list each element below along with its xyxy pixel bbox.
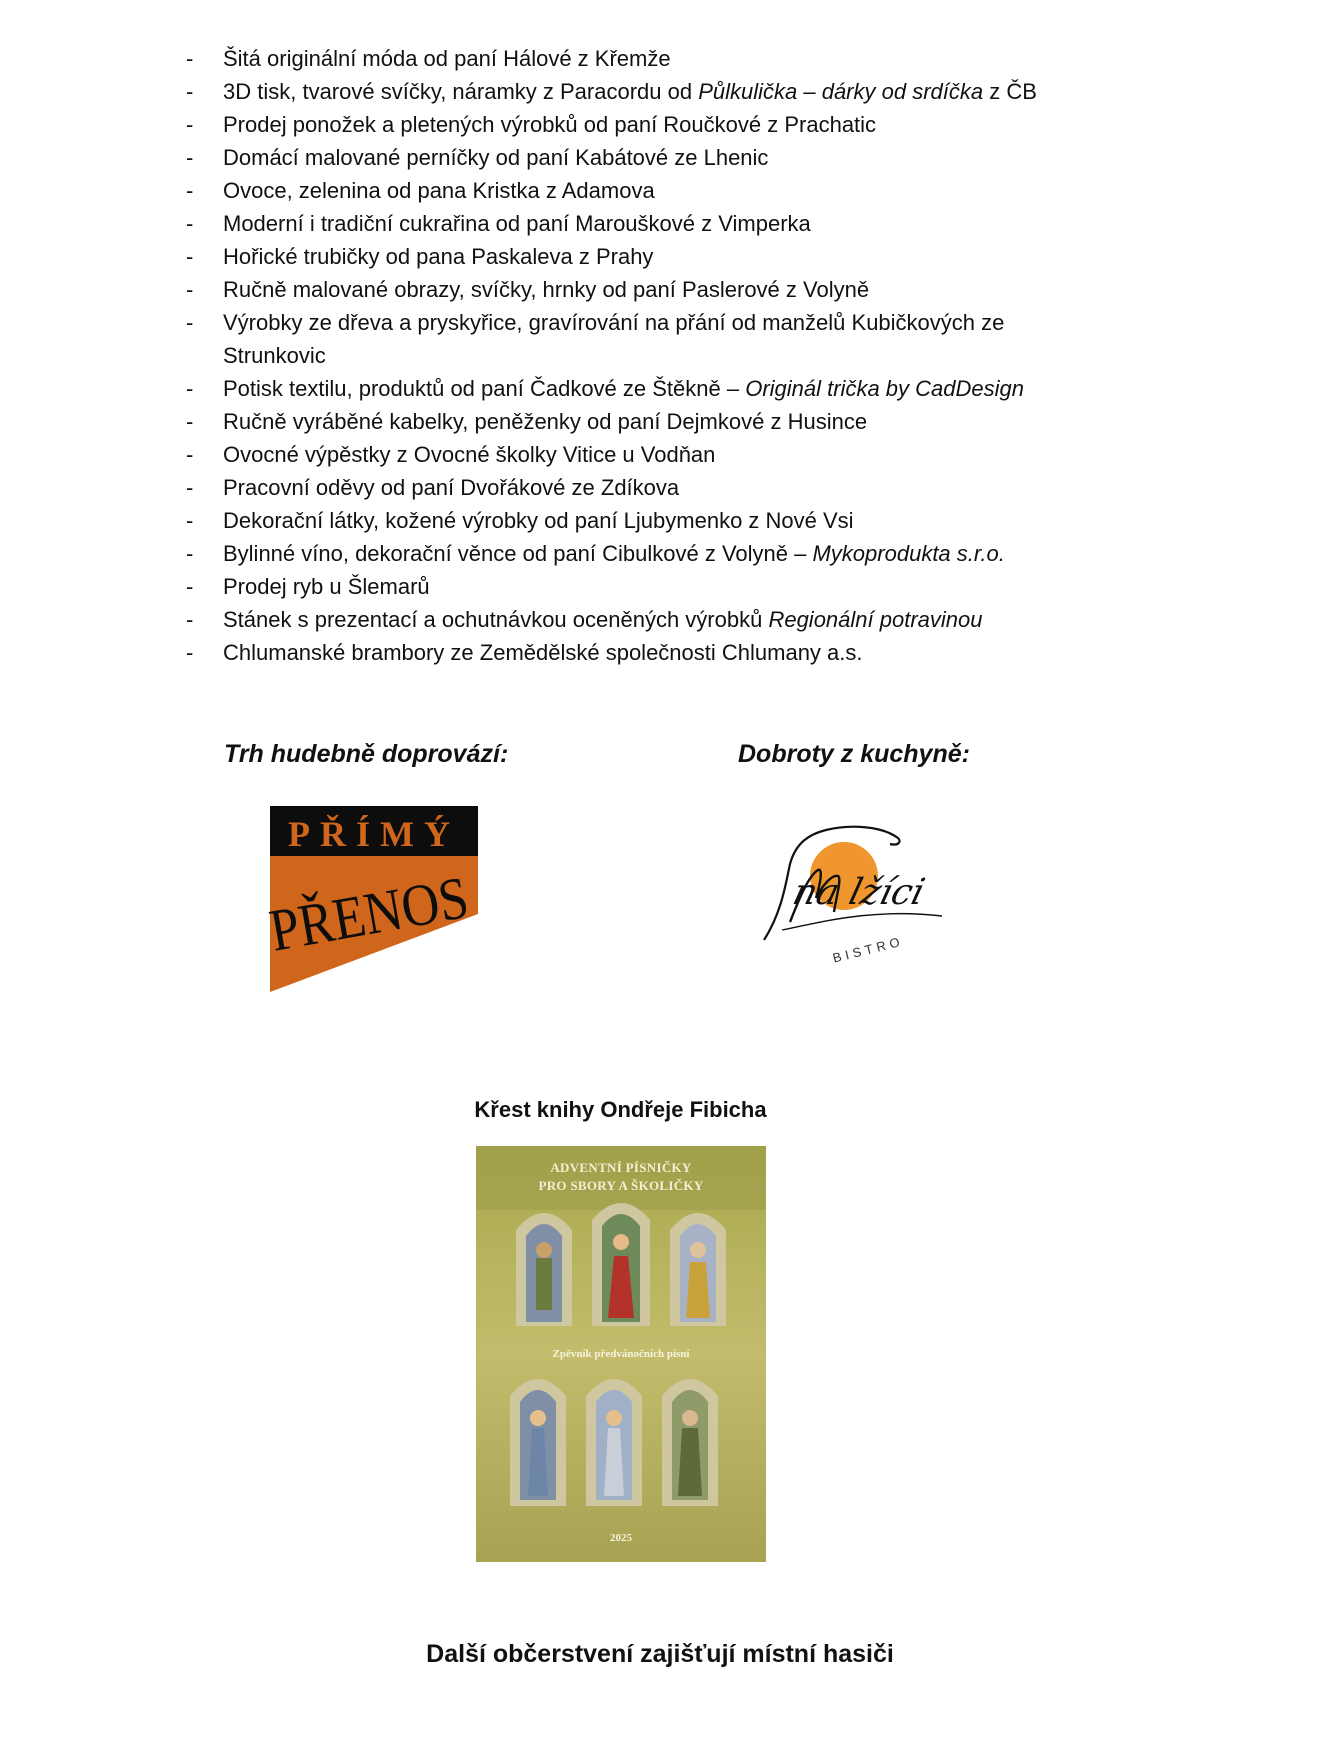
vendor-list-item — [180, 42, 1080, 75]
vendor-text: Dekorační látky, kožené výrobky od paní Ljubymenko z Nové Vsi — [223, 508, 854, 533]
vendor-text: Stánek s prezentací a ochutnávkou oceněných výrobků — [223, 607, 769, 632]
vendor-list-item — [180, 372, 1080, 405]
logo-primy-line1: PŘÍMÝ — [288, 814, 460, 854]
cover-year: 2025 — [610, 1532, 632, 1544]
vendor-brand: Mykoprodukta s.r.o. — [812, 541, 1005, 566]
list-dash: - — [186, 79, 194, 104]
list-dash: - — [186, 607, 194, 632]
list-dash: - — [186, 46, 194, 71]
list-dash: - — [186, 178, 194, 203]
list-dash: - — [186, 244, 194, 269]
list-dash: - — [186, 409, 194, 434]
vendor-list-item — [180, 438, 1080, 471]
music-heading: Trh hudebně doprovází: — [224, 740, 509, 768]
vendor-list-item — [180, 207, 1080, 240]
primy-prenos-logo — [264, 806, 503, 992]
list-dash: - — [186, 277, 194, 302]
list-dash: - — [186, 574, 194, 599]
list-dash: - — [186, 376, 194, 401]
cover-heading-line2: PRO SBORY A ŠKOLIČKY — [538, 1178, 704, 1193]
vendor-text: Prodej ryb u Šlemarů — [223, 574, 430, 599]
vendor-list-item — [180, 306, 1080, 372]
logo-bistro-script: na lžíci — [788, 870, 930, 913]
vendor-text: Výrobky ze dřeva a pryskyřice, gravírování na přání od manželů Kubičkových ze Strunkovic — [223, 310, 1005, 368]
vendor-text: Ručně vyráběné kabelky, peněženky od paní Dejmkové z Husince — [223, 409, 868, 434]
vendor-list-item — [180, 240, 1080, 273]
vendor-text: Ručně malované obrazy, svíčky, hrnky od paní Paslerové z Volyně — [223, 277, 870, 302]
vendor-text: Ovocné výpěstky z Ovocné školky Vitice u Vodňan — [223, 442, 716, 467]
vendor-list-item — [180, 603, 1080, 636]
vendor-list-item — [180, 636, 1080, 669]
vendor-brand: Půlkulička – dárky od srdíčka — [698, 79, 984, 104]
footer-note: Další občerstvení zajišťují místní hasiči — [426, 1640, 894, 1668]
na-lzici-bistro-logo — [752, 812, 952, 972]
vendor-list-item — [180, 471, 1080, 504]
cover-subtitle: Zpěvník předvánočních písní — [552, 1348, 690, 1360]
vendor-text: Domácí malované perníčky od paní Kabátové ze Lhenic — [223, 145, 769, 170]
vendor-text: Moderní i tradiční cukrařina od paní Marouškové z Vimperka — [223, 211, 811, 236]
list-dash: - — [186, 442, 194, 467]
vendor-text-suffix: z ČB — [983, 79, 1037, 104]
vendor-text: 3D tisk, tvarové svíčky, náramky z Paracordu od — [223, 79, 699, 104]
vendor-brand: Regionální potravinou — [768, 607, 983, 632]
vendor-text: Šitá originální móda od paní Hálové z Křemže — [223, 46, 671, 71]
book-launch-title: Křest knihy Ondřeje Fibicha — [474, 1097, 767, 1122]
list-dash: - — [186, 310, 194, 335]
vendor-list-item — [180, 108, 1080, 141]
book-cover — [476, 1146, 766, 1562]
list-dash: - — [186, 475, 194, 500]
vendor-list — [180, 42, 1080, 669]
vendor-text: Pracovní oděvy od paní Dvořákové ze Zdíkova — [223, 475, 680, 500]
vendor-text: Prodej ponožek a pletených výrobků od paní Roučkové z Prachatic — [223, 112, 877, 137]
list-dash: - — [186, 640, 194, 665]
list-dash: - — [186, 112, 194, 137]
vendor-brand: Originál trička by CadDesign — [745, 376, 1024, 401]
logo-bistro-sub: BISTRO — [831, 933, 906, 966]
kitchen-heading: Dobroty z kuchyně: — [738, 740, 970, 768]
vendor-list-item — [180, 570, 1080, 603]
vendor-list-item — [180, 273, 1080, 306]
list-dash: - — [186, 508, 194, 533]
list-dash: - — [186, 145, 194, 170]
vendor-text: Hořické trubičky od pana Paskaleva z Prahy — [223, 244, 654, 269]
vendor-list-item — [180, 405, 1080, 438]
upper-arches — [516, 1203, 726, 1326]
list-dash: - — [186, 541, 194, 566]
vendor-text: Bylinné víno, dekorační věnce od paní Cibulkové z Volyně – — [223, 541, 813, 566]
list-dash: - — [186, 211, 194, 236]
vendor-text: Chlumanské brambory ze Zemědělské společnosti Chlumany a.s. — [223, 640, 863, 665]
vendor-text: Ovoce, zelenina od pana Kristka z Adamova — [223, 178, 655, 203]
cover-heading-line1: ADVENTNÍ PÍSNIČKY — [550, 1160, 692, 1175]
lower-arches — [510, 1379, 718, 1506]
vendor-list-item — [180, 504, 1080, 537]
vendor-text: Potisk textilu, produktů od paní Čadkové ze Štěkně – — [223, 376, 746, 401]
vendor-list-item — [180, 174, 1080, 207]
vendor-list-item — [180, 75, 1080, 108]
vendor-list-item — [180, 537, 1080, 570]
logo-primy-line2: PŘENOS — [264, 858, 503, 964]
vendor-list-item — [180, 141, 1080, 174]
